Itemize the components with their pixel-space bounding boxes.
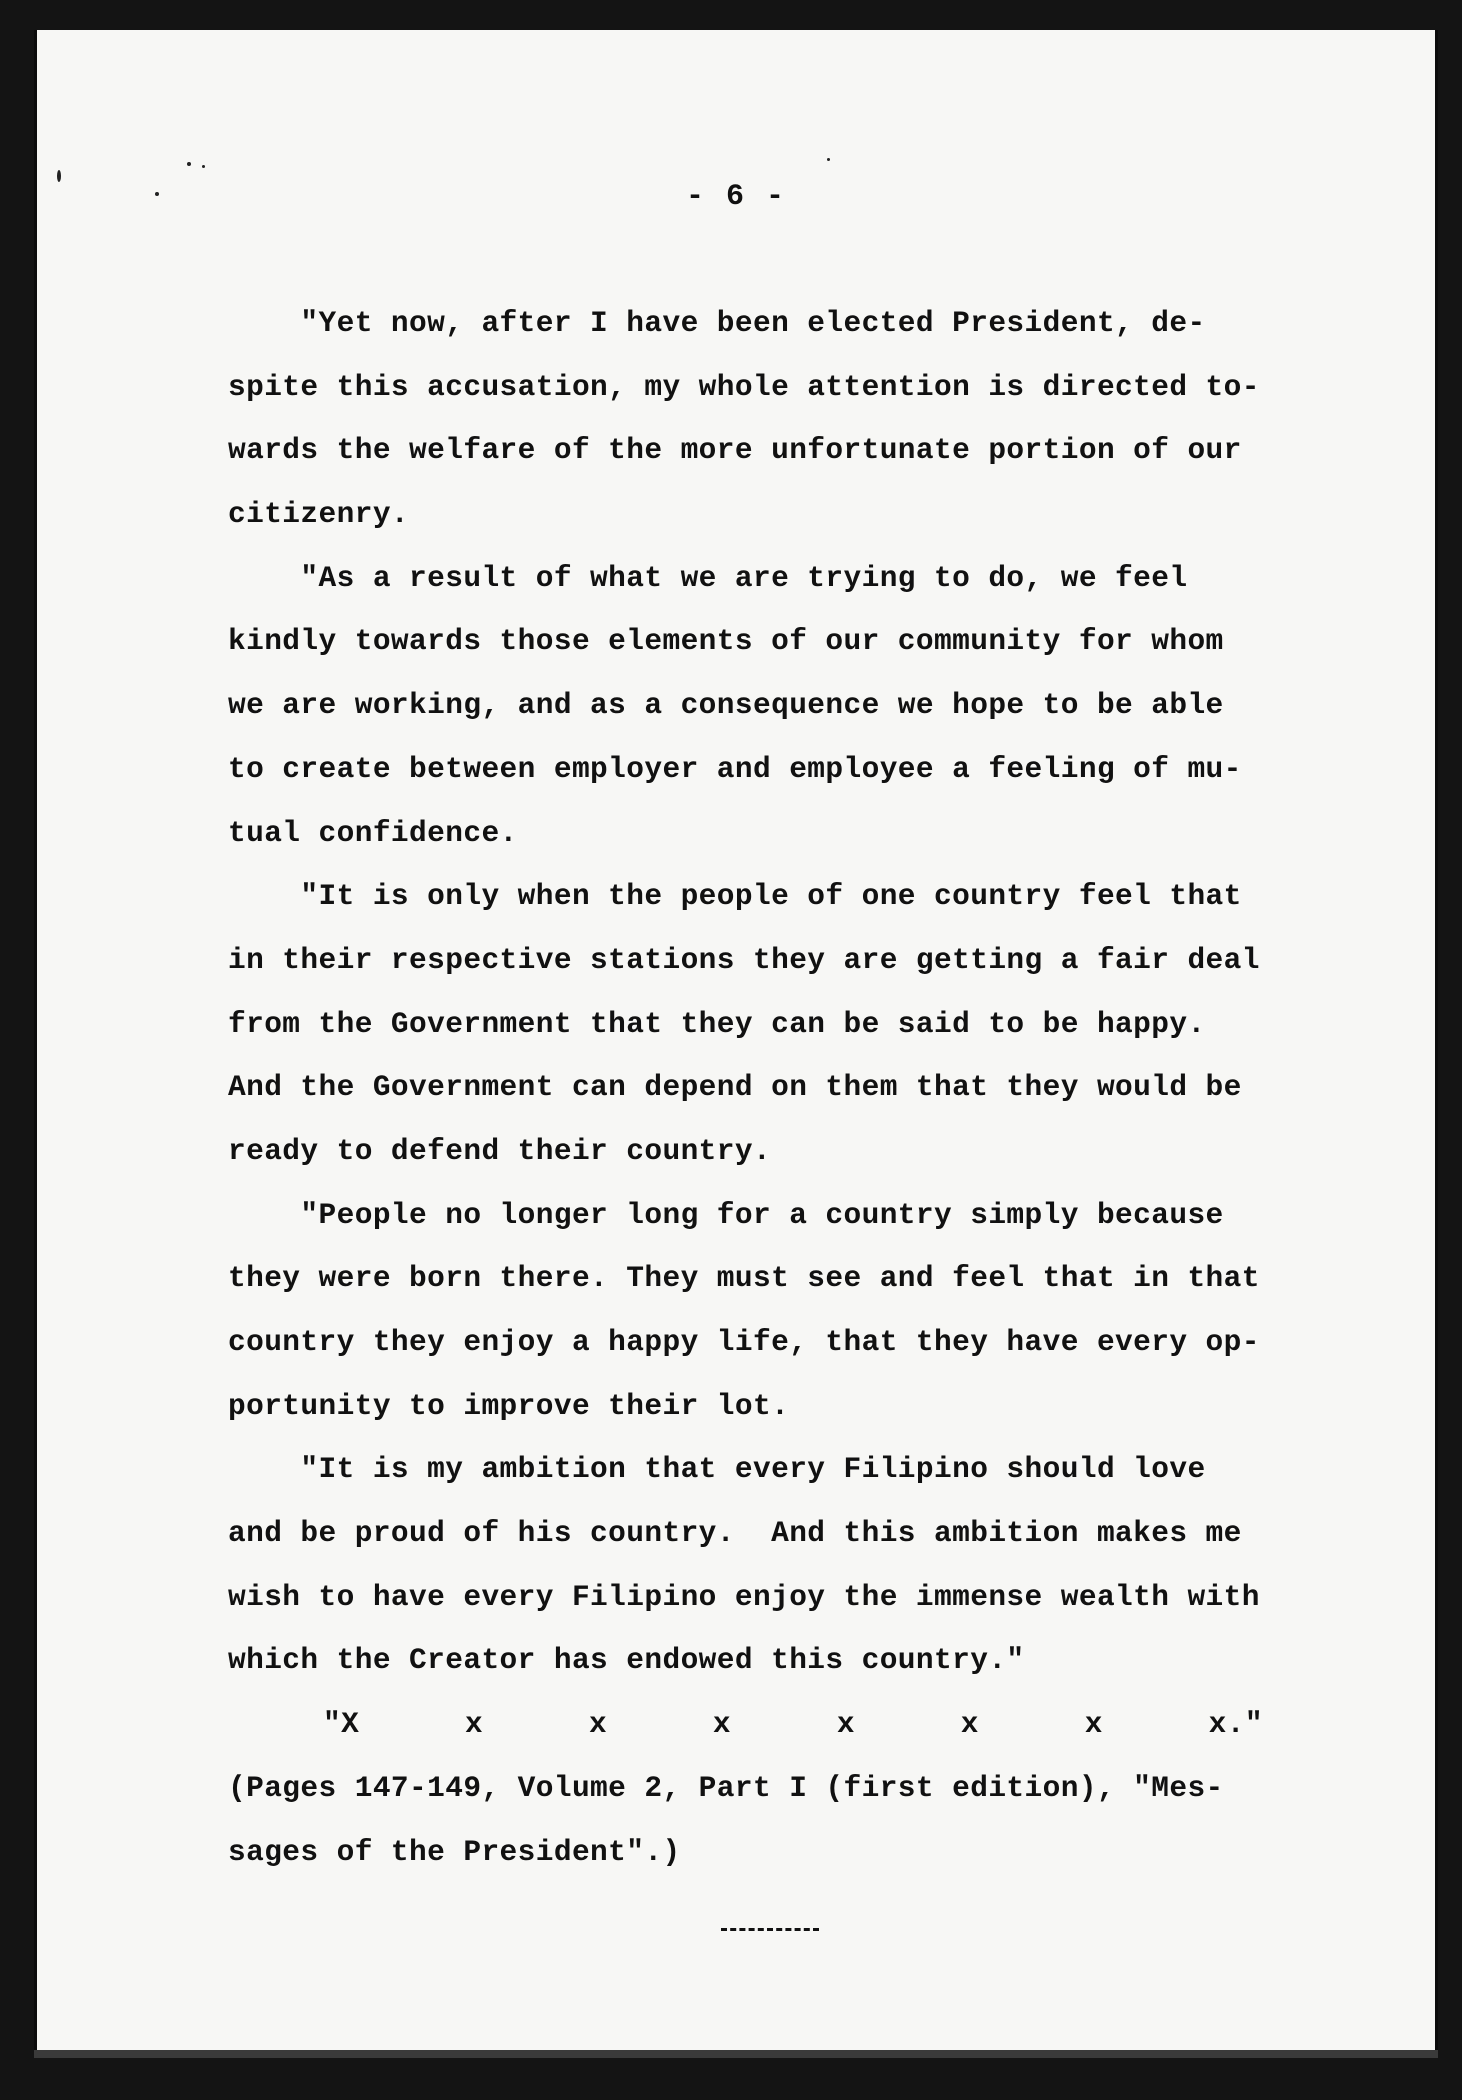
text-line: to create between employer and employee a feeling of mu- (228, 751, 1242, 786)
text-line: kindly towards those elements of our community for whom (228, 624, 1224, 659)
ellipsis-mark: x (836, 1707, 855, 1742)
text-line: ready to defend their country. (228, 1133, 772, 1168)
text-line: and be proud of his country. And this ambition makes me (228, 1516, 1242, 1551)
scan-speck (827, 158, 830, 161)
text-line: "As a result of what we are trying to do, we feel (228, 560, 1188, 595)
page-number: - 6 - (685, 180, 786, 214)
text-line: "People no longer long for a country simply because (228, 1197, 1224, 1232)
text-line: wish to have every Filipino enjoy the immense wealth with (228, 1579, 1260, 1614)
scan-border (34, 2050, 1438, 2058)
scan-speck (187, 162, 191, 166)
text-line: country they enjoy a happy life, that they have every op- (228, 1325, 1260, 1359)
closing-rule (721, 1928, 819, 1931)
text-line: we are working, and as a consequence we hope to be able (228, 688, 1224, 723)
text-line: "Yet now, after I have been elected President, de- (228, 306, 1206, 340)
text-line: "It is my ambition that every Filipino should love (228, 1452, 1206, 1487)
body-text (228, 292, 1368, 1884)
text-line: they were born there. They must see and feel that in that (228, 1261, 1260, 1296)
ellipsis-row (228, 1693, 1368, 1757)
text-line: And the Government can depend on them that they would be (228, 1070, 1242, 1105)
text-line: which the Creator has endowed this country." (228, 1643, 1025, 1678)
document-page (34, 30, 1438, 2050)
citation-line: (Pages 147-149, Volume 2, Part I (first edition), "Mes- (228, 1770, 1224, 1805)
ellipsis-mark: x (712, 1707, 732, 1742)
scan-speck (155, 192, 159, 196)
text-line: "It is only when the people of one country feel that (228, 879, 1242, 914)
text-line: from the Government that they can be said to be happy. (228, 1006, 1206, 1041)
ellipsis-mark: x (1084, 1707, 1103, 1742)
ellipsis-mark: "X (323, 1707, 360, 1742)
ellipsis-mark: x." (1208, 1707, 1263, 1742)
text-line: citizenry. (228, 497, 410, 532)
ellipsis-mark: x (588, 1707, 608, 1742)
text-line: spite this accusation, my whole attention is directed to- (228, 369, 1260, 404)
text-line: portunity to improve their lot. (228, 1388, 790, 1423)
ellipsis-mark: x (465, 1707, 484, 1742)
text-line: wards the welfare of the more unfortunate portion of our (228, 433, 1242, 468)
scan-speck (202, 165, 205, 168)
citation-line: sages of the President".) (228, 1834, 681, 1869)
scan-speck (57, 170, 61, 182)
ellipsis-mark: x (960, 1707, 979, 1742)
text-line: in their respective stations they are getting a fair deal (228, 942, 1260, 977)
text-line: tual confidence. (228, 815, 518, 850)
